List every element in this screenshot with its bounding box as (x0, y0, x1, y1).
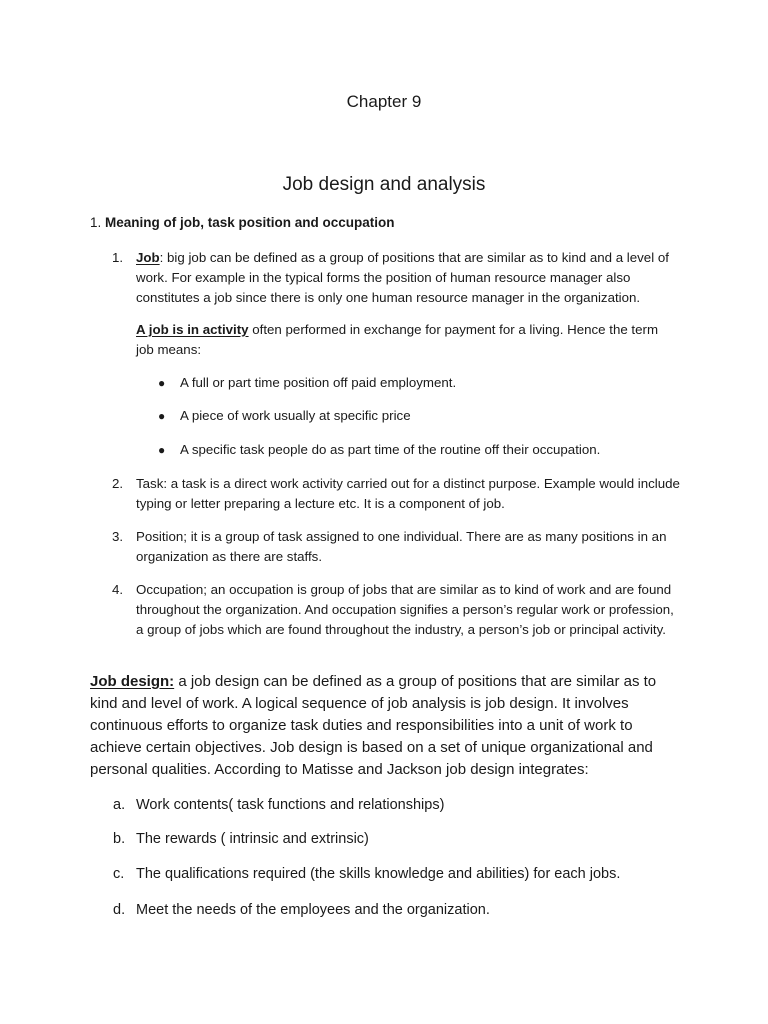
bullet-text: A specific task people do as part time of the routine off their occupation. (180, 442, 601, 457)
lettered-item (113, 864, 620, 884)
section-number: 1. (90, 215, 102, 230)
definition-job-design: a job design can be defined as a group of positions that are similar as to kind and level of work. A logical sequence of job analysis is job design. It involves continuous efforts to organize task duties and responsibilities into a unit of work to achieve certain objectives. Job design is based on a set of unique organizational and personal qualities. According to Matisse and Jackson job design integrates: (90, 673, 657, 778)
definition-job: : big job can be defined as a group of positions that are similar as to kind and a level of work. For example in the typical forms the position of human resource manager also constitutes a job since there is only one human resource manager in the organization. (136, 250, 669, 305)
list-item-job (112, 248, 682, 308)
lettered-text: The rewards ( intrinsic and extrinsic) (136, 831, 369, 847)
list-text: Occupation; an occupation is group of jobs that are similar as to kind of work and are found throughout the organization. And occupation signifies a person’s regular work or profession, a group of jobs which are found throughout the industry, a person’s job or principal activity. (136, 582, 674, 637)
section-label: Meaning of job, task position and occupation (105, 215, 395, 230)
bullet-text: A piece of work usually at specific price (180, 408, 411, 423)
list-number: 2. (112, 476, 124, 491)
list-number: 3. (112, 529, 124, 544)
bullet-text: A full or part time position off paid employment. (180, 375, 457, 390)
bullet-item (158, 373, 456, 393)
section-heading (90, 215, 395, 230)
job-design-paragraph (90, 671, 670, 781)
bullet-item (158, 406, 411, 426)
list-text: Position; it is a group of task assigned to one individual. There are as many positions in an organization as there are staffs. (136, 529, 667, 564)
page-title: Job design and analysis (282, 174, 486, 195)
list-item-task (112, 474, 682, 514)
lettered-item (113, 829, 369, 849)
list-letter: d. (113, 902, 126, 918)
list-letter: c. (113, 866, 125, 882)
term-job: Job (136, 250, 160, 265)
bullet-item (158, 440, 600, 460)
activity-paragraph (136, 320, 676, 360)
definition-activity: often performed in exchange for payment for a living. Hence the term job means: (136, 322, 659, 357)
lettered-item (113, 795, 444, 815)
list-number: 1. (112, 250, 124, 265)
term-activity: A job is in activity (136, 322, 249, 337)
lettered-text: The qualifications required (the skills knowledge and abilities) for each jobs. (136, 866, 621, 882)
list-text (136, 248, 682, 308)
bullet-icon: ● (158, 376, 166, 390)
list-text: Task: a task is a direct work activity carried out for a distinct purpose. Example would include typing or letter preparing a lecture etc. It is a component of job. (136, 476, 680, 511)
list-letter: a. (113, 797, 126, 813)
list-item-occupation (112, 580, 682, 640)
lettered-item (113, 900, 490, 920)
lettered-text: Work contents( task functions and relationships) (136, 797, 445, 813)
list-item-position (112, 527, 682, 567)
list-letter: b. (113, 831, 126, 847)
chapter-heading: Chapter 9 (346, 92, 422, 111)
term-job-design: Job design: (90, 673, 175, 690)
bullet-icon: ● (158, 409, 166, 423)
list-number: 4. (112, 582, 124, 597)
bullet-icon: ● (158, 443, 166, 457)
lettered-text: Meet the needs of the employees and the organization. (136, 902, 490, 918)
